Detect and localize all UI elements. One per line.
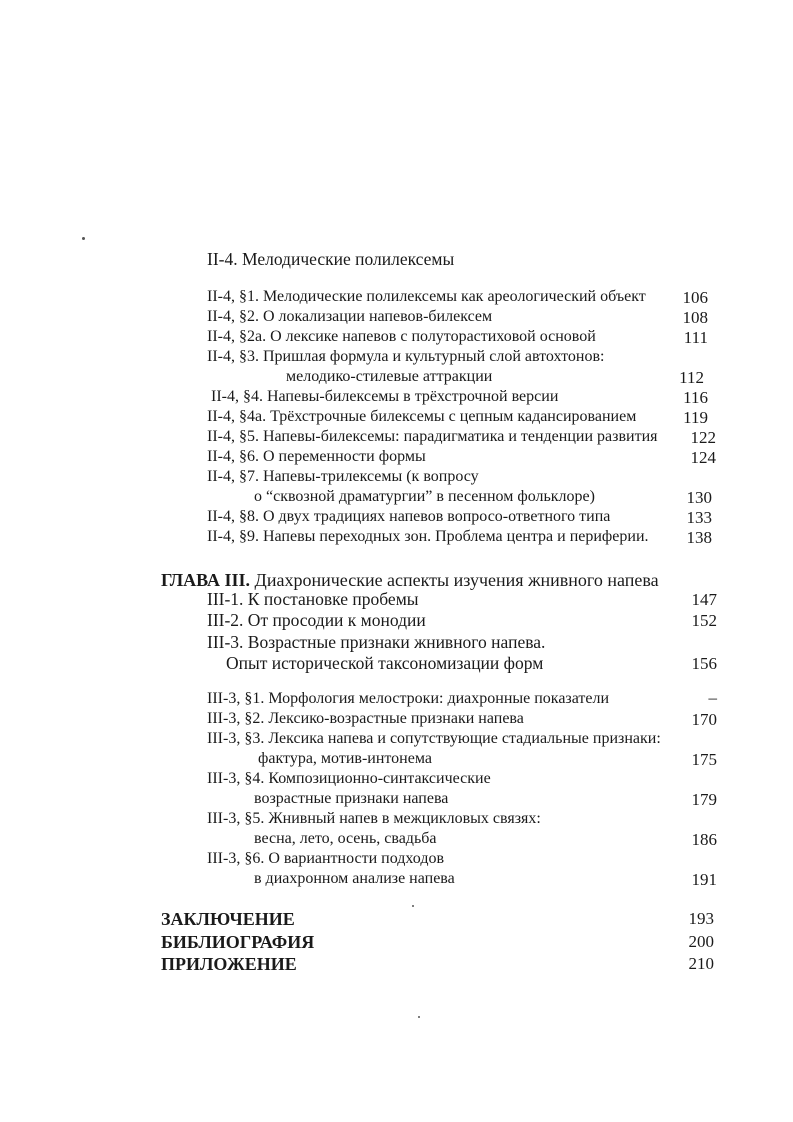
- scan-speck: [82, 237, 85, 240]
- toc-entry-ii4-p2a: II-4, §2а. О лексике напевов с полуторастиховой основой: [207, 328, 596, 345]
- toc-entry-ii4-p1: II-4, §1. Мелодические полилексемы как ареологический объект: [207, 288, 646, 305]
- toc-entry-ii4-p9: II-4, §9. Напевы переходных зон. Проблема центра и периферии.: [207, 528, 649, 545]
- page-number: 116: [683, 388, 708, 407]
- page-number: 175: [691, 750, 717, 769]
- toc-conclusion: ЗАКЛЮЧЕНИЕ: [161, 909, 295, 929]
- page-number: 130: [686, 488, 712, 507]
- page-number: 133: [686, 508, 712, 527]
- toc-entry-iii-3-line2: Опыт исторической таксономизации форм: [226, 653, 544, 673]
- toc-entry-iii-3-p4-line1: III-3, §4. Композиционно-синтаксические: [207, 770, 491, 787]
- scan-speck: [412, 905, 414, 907]
- page-number: 170: [691, 710, 717, 729]
- page-number: 111: [683, 328, 708, 347]
- toc-entry-ii4-p4: II-4, §4. Напевы-билексемы в трёхстрочной версии: [211, 388, 559, 405]
- toc-entry-iii-3-p2: III-3, §2. Лексико-возрастные признаки напева: [207, 710, 524, 727]
- page-number: 122: [690, 428, 716, 447]
- toc-entry-ii4-p5: II-4, §5. Напевы-билексемы: парадигматика и тенденции развития: [207, 428, 658, 445]
- page-number: 186: [691, 830, 717, 849]
- toc-entry-iii-3-p3-line2: фактура, мотив-интонема: [258, 750, 432, 767]
- page-number: 119: [683, 408, 708, 427]
- chapter-title: Диахронические аспекты изучения жнивного напева: [250, 570, 659, 590]
- page-number: 156: [691, 654, 717, 673]
- toc-entry-ii4-p3-line2: мелодико-стилевые аттракции: [286, 368, 493, 385]
- toc-entry-iii-3-p6-line1: III-3, §6. О вариантности подходов: [207, 850, 445, 867]
- page-number: 200: [688, 932, 714, 951]
- page-number: 147: [691, 590, 717, 609]
- chapter-label: ГЛАВА III.: [161, 570, 251, 590]
- toc-entry-ii4-p8: II-4, §8. О двух традициях напевов вопросо-ответного типа: [207, 508, 611, 525]
- page-number: 210: [688, 954, 714, 973]
- toc-entry-iii-3-p4-line2: возрастные признаки напева: [254, 790, 449, 807]
- page-number: 112: [679, 368, 704, 387]
- toc-entry-ii4-p2: II-4, §2. О локализации напевов-билексем: [207, 308, 493, 325]
- page-number: 179: [691, 790, 717, 809]
- page-number: –: [708, 688, 717, 707]
- toc-entry-ii4-p6: II-4, §6. О переменности формы: [207, 448, 426, 465]
- page-number: 124: [690, 448, 716, 467]
- toc-entry-iii-3-line1: III-3. Возрастные признаки жнивного напева.: [207, 632, 546, 652]
- section-title-ii4: II-4. Мелодические полилексемы: [207, 249, 455, 269]
- toc-entry-iii-3-p5-line1: III-3, §5. Жнивный напев в межцикловых связях:: [207, 810, 541, 827]
- toc-entry-iii-3-p6-line2: в диахронном анализе напева: [254, 870, 455, 887]
- toc-appendix: ПРИЛОЖЕНИЕ: [161, 954, 297, 974]
- page-number: 193: [688, 909, 714, 928]
- page-number: 106: [682, 288, 708, 307]
- chapter-heading-iii: [161, 571, 659, 589]
- toc-entry-ii4-p7-line1: II-4, §7. Напевы-трилексемы (к вопросу: [207, 468, 479, 485]
- toc-entry-ii4-p7-line2: о “сквозной драматургии” в песенном фольклоре): [254, 488, 595, 505]
- toc-entry-iii-2: III-2. От просодии к монодии: [207, 610, 426, 630]
- toc-entry-ii4-p3-line1: II-4, §3. Пришлая формула и культурный слой автохтонов:: [207, 348, 605, 365]
- toc-entry-ii4-p4a: II-4, §4а. Трёхстрочные билексемы с цепным кадансированием: [207, 408, 637, 425]
- toc-entry-iii-3-p1: III-3, §1. Морфология мелостроки: диахронные показатели: [207, 690, 610, 707]
- toc-entry-iii-3-p3-line1: III-3, §3. Лексика напева и сопутствующие стадиальные признаки:: [207, 730, 661, 747]
- page-number: 108: [682, 308, 708, 327]
- page-number: 138: [686, 528, 712, 547]
- toc-bibliography: БИБЛИОГРАФИЯ: [161, 932, 315, 952]
- toc-entry-iii-3-p5-line2: весна, лето, осень, свадьба: [254, 830, 437, 847]
- scan-speck: [418, 1016, 420, 1018]
- toc-entry-iii-1: III-1. К постановке пробемы: [207, 589, 419, 609]
- page-number: 191: [691, 870, 717, 889]
- page-number: 152: [691, 611, 717, 630]
